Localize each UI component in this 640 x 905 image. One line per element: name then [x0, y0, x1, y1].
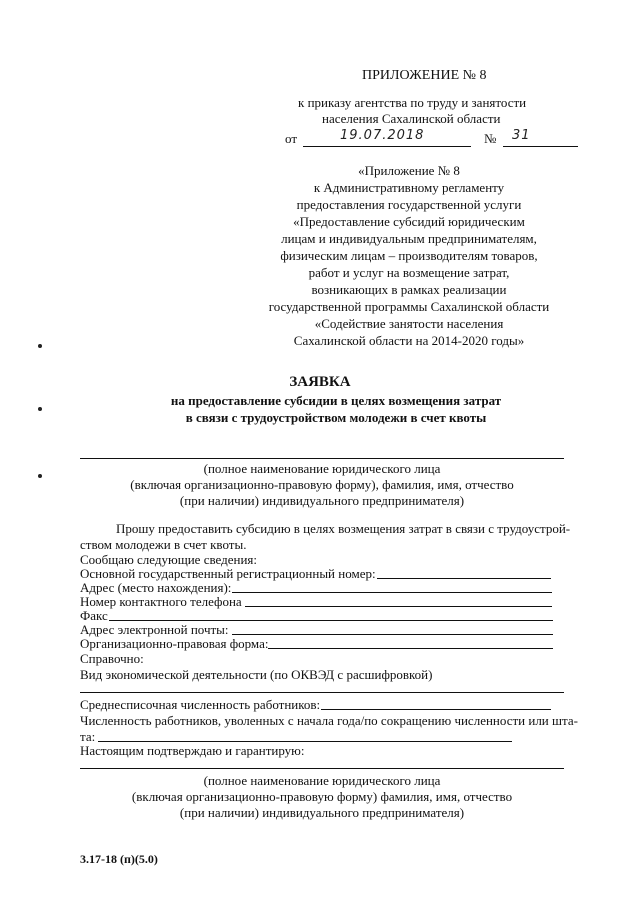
annex-line: физическим лицам – производителям товаров,	[280, 248, 538, 263]
request-line-2: ством молодежи в счет квоты.	[80, 537, 247, 552]
confirm-caption-2: (включая организационно-правовую форму) фамилия, имя, отчество	[131, 789, 513, 804]
dismissed-label-1: Численность работников, уволенных с начала года/по сокращению численности или шта-	[80, 713, 578, 728]
okved-field[interactable]	[80, 692, 564, 693]
annex-line: «Предоставление субсидий юридическим	[293, 214, 525, 229]
scan-mark	[38, 344, 42, 348]
appendix-title: ПРИЛОЖЕНИЕ № 8	[362, 68, 487, 83]
avg-headcount-label: Среднесписочная численность работников:	[80, 697, 321, 712]
ogrn-field[interactable]	[377, 578, 551, 579]
number-handwritten: 31	[512, 128, 531, 143]
dismissed-label-2: та:	[80, 729, 96, 744]
annex-line: лицам и индивидуальным предпринимателям,	[281, 231, 537, 246]
date-handwritten: 19.07.2018	[340, 128, 425, 143]
email-field[interactable]	[232, 634, 553, 635]
annex-line: «Содействие занятости населения	[314, 316, 504, 331]
number-underline	[503, 146, 578, 147]
confirm-caption-1: (полное наименование юридического лица	[203, 773, 441, 788]
fax-label: Факс	[80, 608, 108, 623]
annex-line: «Приложение № 8	[358, 163, 460, 178]
document-subtitle-2: в связи с трудоустройством молодежи в счет квоты	[185, 410, 487, 425]
annex-line: предоставления государственной услуги	[296, 197, 522, 212]
phone-field[interactable]	[245, 606, 552, 607]
annex-line: возникающих в рамках реализации	[311, 282, 507, 297]
applicant-caption-1: (полное наименование юридического лица	[203, 461, 441, 476]
order-line-2: населения Сахалинской области	[322, 111, 501, 126]
legal-form-field[interactable]	[268, 648, 553, 649]
annex-line: к Административному регламенту	[313, 180, 505, 195]
info-intro: Сообщаю следующие сведения:	[80, 552, 258, 567]
order-line-1: к приказу агентства по труду и занятости	[298, 95, 527, 110]
annex-line: государственной программы Сахалинской области	[268, 299, 550, 314]
number-label: №	[484, 131, 497, 146]
address-label: Адрес (место нахождения):	[80, 580, 232, 595]
applicant-caption-3: (при наличии) индивидуального предпринимателя)	[179, 493, 465, 508]
confirm-name-line[interactable]	[80, 768, 564, 769]
request-line-1: Прошу предоставить субсидию в целях возмещения затрат в связи с трудоустрой-	[116, 521, 571, 536]
scan-mark	[38, 474, 42, 478]
annex-line: Сахалинской области на 2014-2020 годы»	[293, 333, 525, 348]
legal-form-label: Организационно-правовая форма:	[80, 636, 269, 651]
document-title: ЗАЯВКА	[289, 374, 351, 390]
okved-label: Вид экономической деятельности (по ОКВЭД с расшифровкой)	[80, 667, 433, 682]
confirm-label: Настоящим подтверждаю и гарантирую:	[80, 743, 305, 758]
email-label: Адрес электронной почты:	[80, 622, 229, 637]
phone-label: Номер контактного телефона	[80, 594, 242, 609]
fax-field[interactable]	[109, 620, 553, 621]
document-subtitle-1: на предоставление субсидии в целях возмещения затрат	[170, 393, 502, 408]
address-field[interactable]	[232, 592, 552, 593]
dismissed-field[interactable]	[98, 741, 512, 742]
ogrn-label: Основной государственный регистрационный номер:	[80, 566, 376, 581]
annex-line: работ и услуг на возмещение затрат,	[308, 265, 510, 280]
form-code: 3.17-18 (п)(5.0)	[80, 852, 158, 866]
confirm-caption-3: (при наличии) индивидуального предпринимателя)	[179, 805, 465, 820]
date-underline	[303, 146, 471, 147]
reference-label: Справочно:	[80, 651, 144, 666]
applicant-caption-2: (включая организационно-правовую форму), фамилия, имя, отчество	[130, 477, 514, 492]
applicant-name-line	[80, 458, 564, 459]
from-label: от	[285, 131, 298, 146]
avg-headcount-field[interactable]	[321, 709, 551, 710]
